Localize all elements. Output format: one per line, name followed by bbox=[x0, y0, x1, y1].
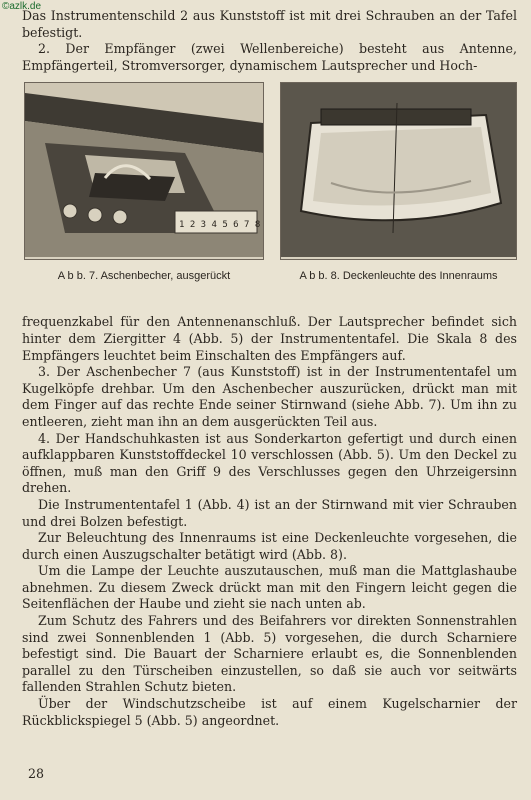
paragraph-instrument-panel: Die Instrumententafel 1 (Abb. 4) ist an der Stirnwand mit vier Schrauben und drei Bolzen befestigt. bbox=[22, 496, 517, 529]
page-content bbox=[22, 8, 517, 729]
page-number: 28 bbox=[28, 766, 45, 781]
figure-ashtray-image bbox=[24, 82, 264, 260]
figure-ceiling-light bbox=[280, 82, 517, 283]
paragraph-ceiling-light: Zur Beleuchtung des Innenraums ist eine Deckenleuchte vorgesehen, die durch einen Auszugschalter betätigt wird (Abb. 8). bbox=[22, 530, 517, 562]
paragraph-rear-mirror: Über der Windschutzscheibe ist auf einem Kugelscharnier der Rückblickspiegel 5 (Abb. 5) angeordnet. bbox=[22, 696, 517, 728]
paragraph-sun-visors: Zum Schutz des Fahrers und des Beifahrers vor direkten Sonnenstrahlen sind zwei Sonnenblenden 1 (Abb. 5) vorgesehen, die durch Scharniere befestigt sind. Die Bauart der Scharniere erlaubt es, die Sonnenblenden parallel zu den Türscheiben einzustellen, so daß sie auch vor seitwärts fallenden Strahlen Schutz bieten. bbox=[22, 613, 517, 695]
figures-row bbox=[22, 82, 517, 314]
paragraph-instrument-plate: Das Instrumentenschild 2 aus Kunststoff ist mit drei Schrauben an der Tafel befestigt. bbox=[22, 8, 517, 40]
paragraph-antenna-cable: frequenzkabel für den Antennenanschluß. Der Lautsprecher befindet sich hinter dem Ziergitter 4 (Abb. 5) der Instrumententafel. Die Skala 8 des Empfängers leuchtet beim Einschalten des Empfängers auf. bbox=[22, 314, 517, 363]
radio-scale-digits: 1 2 3 4 5 6 7 8 bbox=[179, 220, 261, 231]
watermark: ©azlk.de bbox=[2, 1, 42, 12]
figure-ceiling-light-caption: A b b. 8. Deckenleuchte des Innenraums bbox=[299, 270, 498, 283]
paragraph-lamp-change: Um die Lampe der Leuchte auszutauschen, muß man die Mattglashaube abnehmen. Zu diesem Zweck drückt man mit den Fingern leicht gegen die Seitenflächen der Haube und zieht sie nach unten ab. bbox=[22, 563, 517, 612]
paragraph-ashtray: 3. Der Aschenbecher 7 (aus Kunststoff) ist in der Instrumententafel um Kugelköpfe drehbar. Um den Aschenbecher auszurücken, drückt man mit dem Finger auf das rechte Ende seiner Stirnwand (siehe Abb. 7). Um ihn zu entleeren, zieht man ihn an dem ausgerückten Teil aus. bbox=[22, 364, 517, 429]
paragraph-glovebox: 4. Der Handschuhkasten ist aus Sonderkarton gefertigt und durch einen aufklappbaren Kunststoffdeckel 10 verschlossen (Abb. 5). Um den Deckel zu öffnen, muß man den Griff 9 des Verschlusses gegen den Uhrzeigersinn drehen. bbox=[22, 430, 517, 496]
paragraph-receiver: 2. Der Empfänger (zwei Wellenbereiche) besteht aus Antenne, Empfängerteil, Stromversorger, dynamischem Lautsprecher und Hoch- bbox=[22, 41, 517, 73]
figure-ashtray bbox=[24, 82, 264, 283]
figure-ashtray-caption: A b b. 7. Aschenbecher, ausgerückt bbox=[57, 270, 231, 283]
figure-ceiling-light-image bbox=[280, 82, 517, 260]
